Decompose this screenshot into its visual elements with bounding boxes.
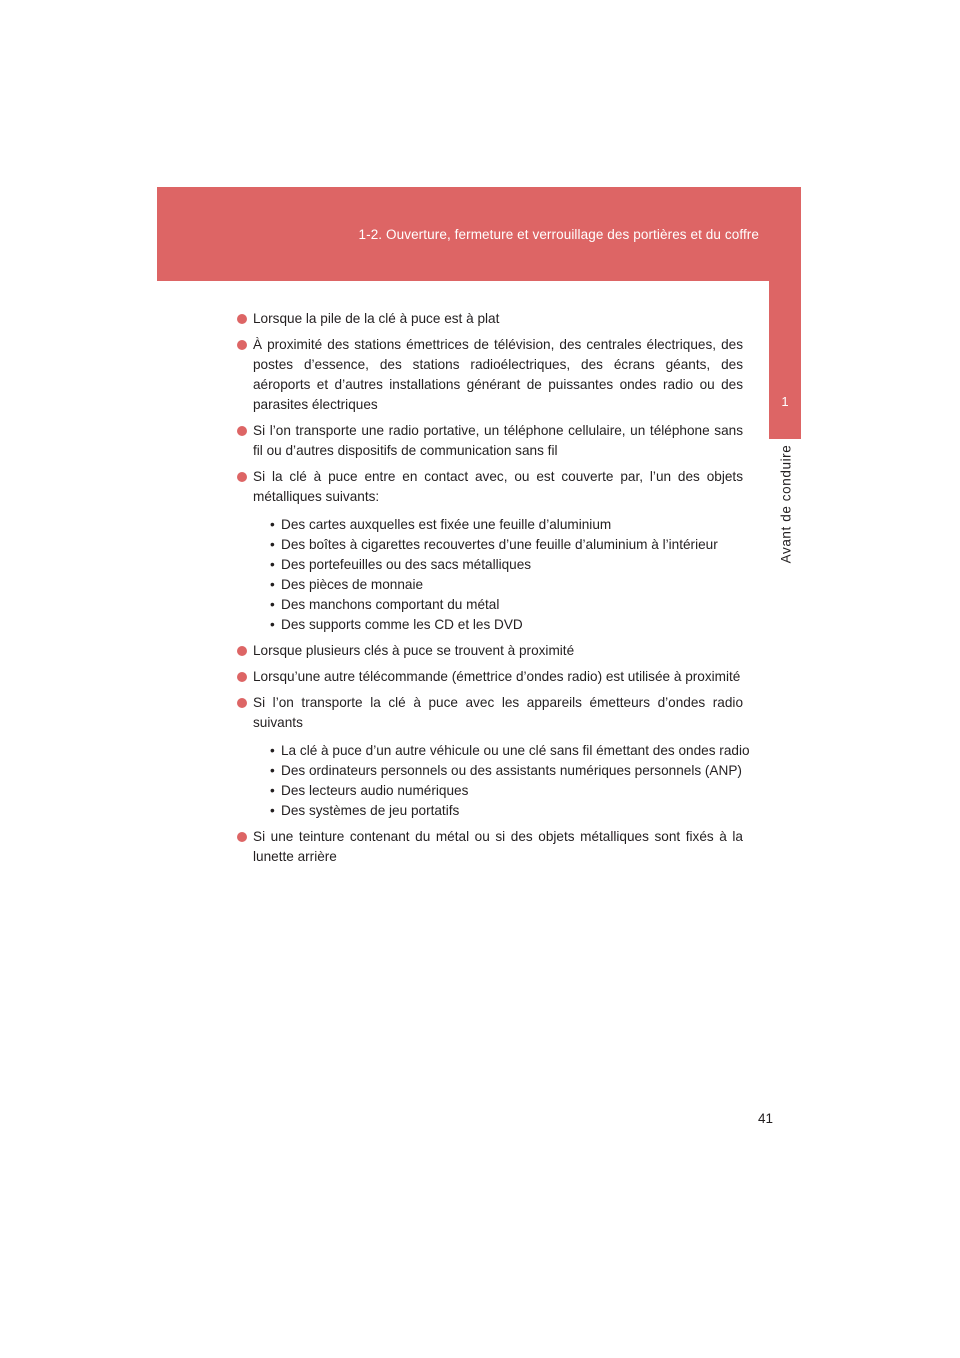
section-title: 1-2. Ouverture, fermeture et verrouillage des portières et du coffre: [358, 227, 759, 242]
sublist-item: [253, 535, 743, 555]
sublist-item-text: Des cartes auxquelles est fixée une feuille d’aluminium: [281, 517, 612, 532]
sub-bullet-icon: •: [270, 577, 275, 592]
sublist-item: [253, 781, 743, 801]
sublist-item: [253, 741, 750, 761]
radio-devices-sublist: [253, 741, 750, 821]
list-item-text: À proximité des stations émettrices de télévision, des centrales électriques, des postes d’essence, des stations radioélectriques, des écrans géants, des aéroports et d’autres installations générant de puissantes ondes radio ou des parasites électriques: [253, 337, 743, 412]
sublist-item: [253, 595, 743, 615]
header-band: [157, 187, 801, 281]
sublist-item-text: Des manchons comportant du métal: [281, 597, 500, 612]
sublist-item-text: Des boîtes à cigarettes recouvertes d’une feuille d’aluminium à l’intérieur: [281, 537, 718, 552]
list-item: [237, 827, 743, 867]
sublist-item-text: Des portefeuilles ou des sacs métalliques: [281, 557, 532, 572]
conditions-list: [237, 309, 750, 873]
sub-bullet-icon: •: [270, 763, 275, 778]
list-item: [237, 309, 743, 329]
metal-objects-sublist: [253, 515, 743, 635]
bullet-icon: [237, 646, 247, 656]
sub-bullet-icon: •: [270, 557, 275, 572]
list-item-text: Si l’on transporte une radio portative, un téléphone cellulaire, un téléphone sans fil ou d’autres dispositifs de communication sans fil: [253, 423, 743, 458]
bullet-icon: [237, 672, 247, 682]
list-item: [237, 467, 743, 635]
sub-bullet-icon: •: [270, 783, 275, 798]
bullet-icon: [237, 472, 247, 482]
sublist-item-text: Des systèmes de jeu portatifs: [281, 803, 460, 818]
sub-bullet-icon: •: [270, 517, 275, 532]
bullet-icon: [237, 314, 247, 324]
sublist-item: [253, 515, 743, 535]
sublist-item-text: Des lecteurs audio numériques: [281, 783, 469, 798]
list-item: [237, 421, 743, 461]
bullet-icon: [237, 340, 247, 350]
list-item-text: Si la clé à puce entre en contact avec, ou est couverte par, l’un des objets métalliques suivants:: [253, 469, 743, 504]
list-item-text: Lorsqu’une autre télécommande (émettrice d’ondes radio) est utilisée à proximité: [253, 669, 741, 684]
list-item-text: Lorsque plusieurs clés à puce se trouvent à proximité: [253, 643, 575, 658]
list-item-text: Lorsque la pile de la clé à puce est à plat: [253, 311, 500, 326]
sublist-item-text: La clé à puce d’un autre véhicule ou une clé sans fil émettant des ondes radio: [281, 743, 750, 758]
chapter-number: 1: [781, 394, 789, 409]
sub-bullet-icon: •: [270, 743, 275, 758]
sub-bullet-icon: •: [270, 597, 275, 612]
page-number: 41: [758, 1111, 774, 1126]
list-item: [237, 667, 743, 687]
sub-bullet-icon: •: [270, 617, 275, 632]
sublist-item: [253, 801, 743, 821]
list-item-text: Si l’on transporte la clé à puce avec les appareils émetteurs d’ondes radio suivants: [253, 695, 743, 730]
bullet-icon: [237, 832, 247, 842]
sublist-item: [253, 555, 743, 575]
sublist-item: [253, 761, 743, 781]
list-item: [237, 693, 750, 821]
sublist-item-text: Des ordinateurs personnels ou des assistants numériques personnels (ANP): [281, 763, 742, 778]
list-item: [237, 641, 743, 661]
list-item: [237, 335, 743, 415]
bullet-icon: [237, 698, 247, 708]
sub-bullet-icon: •: [270, 537, 275, 552]
sublist-item-text: Des supports comme les CD et les DVD: [281, 617, 523, 632]
sub-bullet-icon: •: [270, 803, 275, 818]
sublist-item-text: Des pièces de monnaie: [281, 577, 424, 592]
sublist-item: [253, 615, 743, 635]
chapter-label: Avant de conduire: [778, 444, 794, 564]
list-item-text: Si une teinture contenant du métal ou si des objets métalliques sont fixés à la lunette arrière: [253, 829, 743, 864]
bullet-icon: [237, 426, 247, 436]
chapter-tab: [769, 281, 801, 439]
sublist-item: [253, 575, 743, 595]
